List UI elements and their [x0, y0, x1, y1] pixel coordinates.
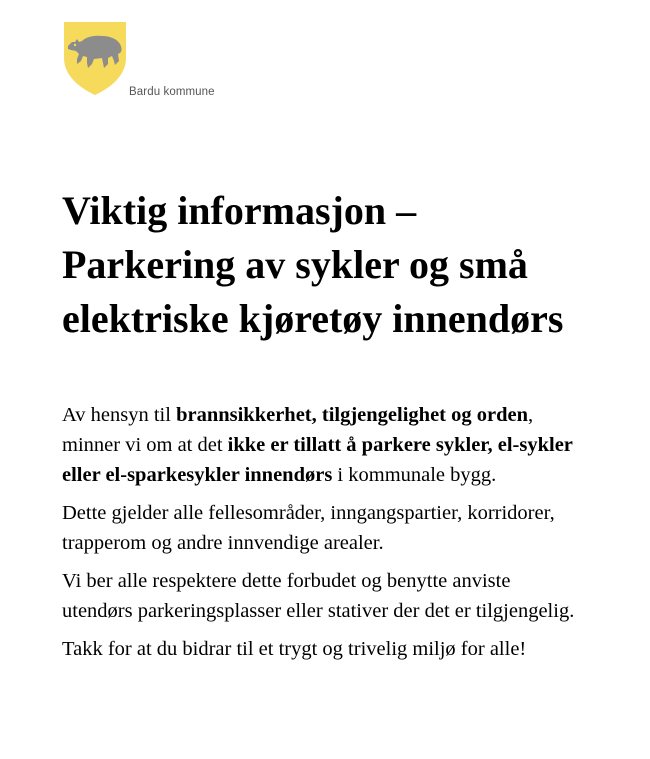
paragraph-request: Vi ber alle respektere dette forbudet og benytte anviste utendørs parkeringsplasser eller stativer der det er tilgjengelig.: [62, 570, 575, 622]
bardu-coat-of-arms-bear-icon: [62, 20, 128, 96]
organization-name: Bardu kommune: [129, 86, 215, 98]
notice-body: [62, 400, 582, 672]
intro-bold-2: ikke er tillatt å parkere sykler, el-sykler eller el-sparkesykler innendørs: [62, 434, 573, 486]
page-title: [62, 184, 622, 346]
intro-bold-1: brannsikkerhet, tilgjengelighet og orden: [176, 404, 528, 426]
intro-text-3: i kommunale bygg.: [332, 464, 497, 486]
title-line-3: elektriske kjøretøy innendørs: [62, 296, 564, 341]
intro-text-1: Av hensyn til: [62, 404, 177, 426]
paragraph-thanks: Takk for at du bidrar til et trygt og trivelig miljø for alle!: [62, 638, 527, 660]
title-line-2: Parkering av sykler og små: [62, 242, 528, 287]
paragraph-intro: [62, 400, 582, 490]
paragraph-scope: Dette gjelder alle fellesområder, inngangspartier, korridorer, trapperom og andre innvendige arealer.: [62, 502, 555, 554]
title-line-1: Viktig informasjon –: [62, 188, 417, 233]
intro-text-2: , minner vi om at det: [62, 404, 534, 456]
